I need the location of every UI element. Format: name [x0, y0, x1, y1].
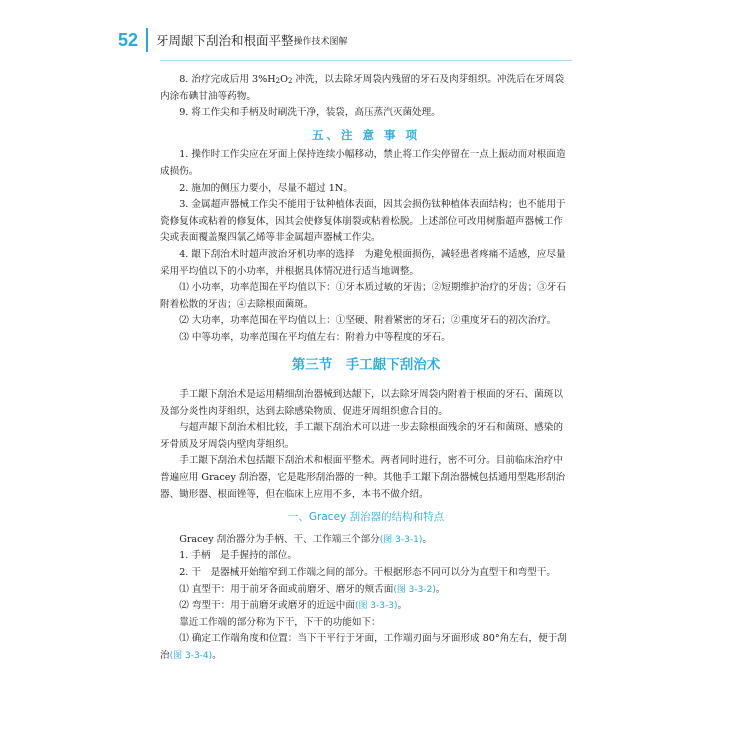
figure-ref-3-3-4[interactable]: (图 3-3-4): [169, 651, 213, 661]
gracey-straight-shank: ⑴ 直型干：用于前牙各面或前磨牙、磨牙的颊舌面(图 3-3-2)。: [179, 583, 446, 595]
gracey-lower-shank-function-1: ⑴ 确定工作端角度和位置：当下干平行于牙面，工作端刃面与牙面形成 80°角左右，便于刮治(图 3-3-4)。: [160, 633, 567, 661]
figure-ref-3-3-3[interactable]: (图 3-3-3): [354, 601, 398, 612]
note-4-medium-power: ⑶ 中等功率，功率范围在平均值左右：附着力中等程度的牙石。: [179, 331, 451, 343]
page-body: [160, 72, 572, 665]
gracey-shank: 2. 干 是器械开始缩窄到工作端之间的部分。干根据形态不同可以分为直型干和弯型干。: [179, 567, 556, 579]
note-3: 3. 金属超声器械工作尖不能用于钛种植体表面，因其会损伤钛种植体表面结构；也不能用于瓷修复体或粘着的修复体，因其会使修复体崩裂或粘着松脱。上述部位可改用树脂超声器械工作尖或表面覆盖聚四氯乙烯等非金属超声器械工作尖。: [160, 199, 566, 244]
note-1: 1. 操作时工作尖应在牙面上保持连续小幅移动，禁止将工作尖停留在一点上振动而对根面造成损伤。: [160, 149, 566, 177]
paragraph-step-8: 8. 治疗完成后用 $3\%H_2O_2$ 冲洗，以去除牙周袋内残留的牙石及肉芽组织。冲洗后在牙周袋内涂布碘甘油等药物。: [160, 74, 565, 102]
section-title-precautions: 五、注 意 事 项: [311, 127, 420, 142]
note-4: 4. 龈下刮治术时超声波治牙机功率的选择 为避免根面损伤，减轻患者疼痛不适感，应尽量采用平均值以下的小功率，并根据具体情况进行适当地调整。: [160, 248, 566, 277]
note-2: 2. 施加的侧压力要小，尽量不超过 1N。: [179, 182, 353, 194]
gracey-handle: 1. 手柄 是手握持的部位。: [179, 550, 297, 562]
paragraph-step-9: 9. 将工作尖和手柄及时刷洗干净，装袋，高压蒸汽灭菌处理。: [179, 107, 441, 119]
note-4-low-power: ⑴ 小功率，功率范围在平均值以下：①牙本质过敏的牙齿；②短期维护治疗的牙齿；③牙石附着松散的牙齿；④去除根面菌斑。: [160, 282, 566, 310]
gracey-intro: Gracey 刮治器分为手柄、干、工作端三个部分(图 3-3-1)。: [179, 533, 432, 545]
gracey-lower-shank: 靠近工作端的部分称为下干，下干的功能如下：: [179, 616, 381, 628]
header-rule: [160, 60, 572, 61]
note-4-high-power: ⑵ 大功率，功率范围在平均值以上：①坚硬、附着紧密的牙石；②重度牙石的初次治疗。: [179, 315, 557, 327]
figure-ref-3-3-1[interactable]: (图 3-3-1): [379, 534, 423, 545]
page-number: 52: [118, 29, 139, 50]
running-header: [118, 28, 348, 52]
chapter-paragraph-3: 手工龈下刮治术包括龈下刮治术和根面平整术。两者同时进行，密不可分。目前临床治疗中普遍应用 Gracey 刮治器，它是匙形刮治器的一种。其他手工龈下刮治器械包括通用型匙形刮治器、锄形器、根面锉等，但在临床上应用不多，本书不做介绍。: [160, 455, 566, 500]
subsection-title-gracey: 一、Gracey 刮治器的结构和特点: [287, 511, 445, 524]
header-divider: [146, 28, 148, 52]
book-subtitle: 操作技术图解: [293, 36, 348, 47]
chapter-paragraph-1: 手工龈下刮治术是运用精细刮治器械到达龈下，以去除牙周袋内附着于根面的牙石、菌斑以及部分炎性肉芽组织，达到去除感染物质、促进牙周组织愈合目的。: [160, 389, 563, 417]
chapter-section-title: 第三节 手工龈下刮治术: [291, 356, 441, 373]
gracey-curved-shank: ⑵ 弯型干：用于前磨牙或磨牙的近远中面(图 3-3-3)。: [179, 600, 408, 612]
book-title: 牙周龈下刮治和根面平整: [156, 33, 294, 48]
chapter-paragraph-2: 与超声龈下刮治术相比较，手工龈下刮治术可以进一步去除根面残余的牙石和菌斑、感染的牙骨质及牙周袋内壁肉芽组织。: [160, 422, 563, 450]
figure-ref-3-3-2[interactable]: (图 3-3-2): [393, 584, 436, 595]
